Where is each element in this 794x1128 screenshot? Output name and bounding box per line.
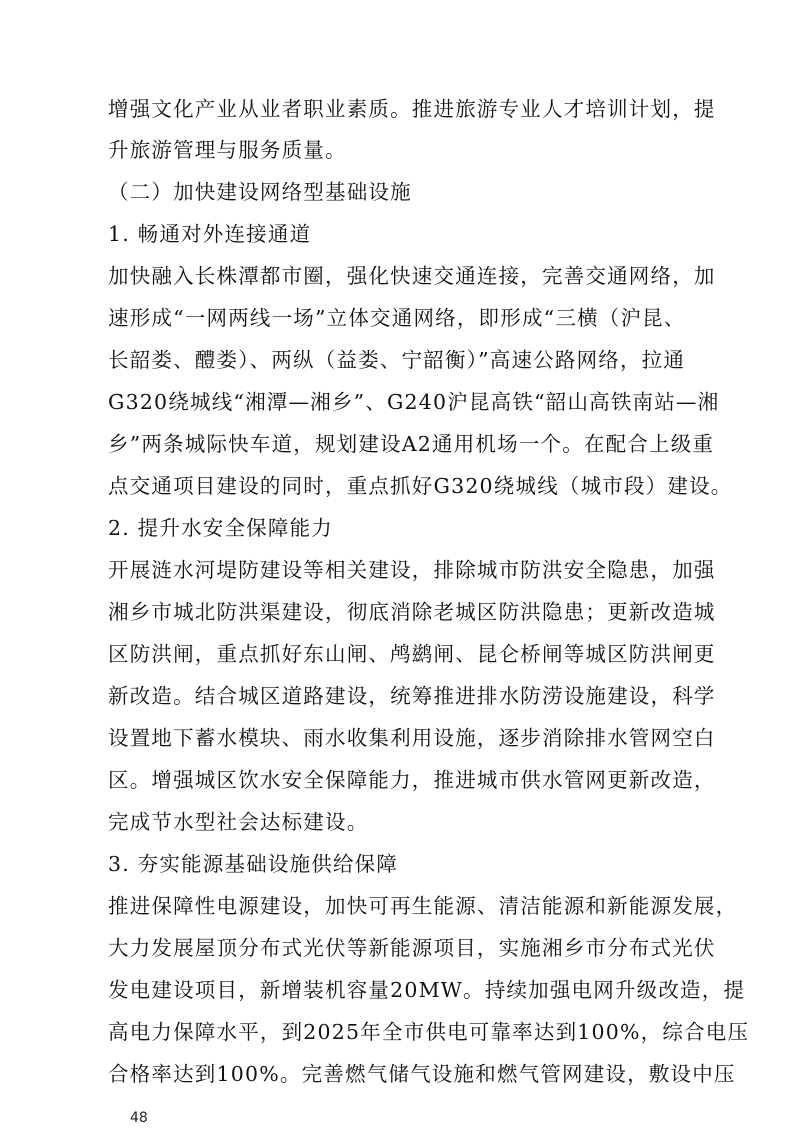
page-number: 48 <box>130 1110 148 1126</box>
text-line: 开展涟水河堤防建设等相关建设，排除城市防洪安全隐患，加强 <box>108 558 716 582</box>
text-line: 完成节水型社会达标建设。 <box>108 810 369 834</box>
text-line: 速形成“一网两线一场”立体交通网络，即形成“三横（沪昆、 <box>108 306 686 330</box>
text-line: G320绕城线“湘潭—湘乡”、G240沪昆高铁“韶山高铁南站—湘 <box>108 390 720 414</box>
text-line: 新改造。结合城区道路建设，统筹推进排水防涝设施建设，科学 <box>108 684 716 708</box>
text-line: 乡”两条城际快车道，规划建设A2通用机场一个。在配合上级重 <box>108 432 715 456</box>
subsection-heading: 1. 畅通对外连接通道 <box>108 222 312 246</box>
text-line: 推进保障性电源建设，加快可再生能源、清洁能源和新能源发展， <box>108 894 738 918</box>
text-line: 大力发展屋顶分布式光伏等新能源项目，实施湘乡市分布式光伏 <box>108 936 716 960</box>
text-line: 湘乡市城北防洪渠建设，彻底消除老城区防洪隐患；更新改造城 <box>108 600 716 624</box>
text-line: 设置地下蓄水模块、雨水收集利用设施，逐步消除排水管网空白 <box>108 726 716 750</box>
text-line: 发电建设项目，新增装机容量20MW。持续加强电网升级改造，提 <box>108 978 746 1002</box>
text-line: 区防洪闸，重点抓好东山闸、鸬鹚闸、昆仑桥闸等城区防洪闸更 <box>108 642 716 666</box>
section-heading: （二）加快建设网络型基础设施 <box>108 180 412 204</box>
subsection-heading: 3. 夯实能源基础设施供给保障 <box>108 852 399 876</box>
text-line: 升旅游管理与服务质量。 <box>108 138 347 162</box>
text-line: 区。增强城区饮水安全保障能力，推进城市供水管网更新改造， <box>108 768 716 792</box>
text-line: 合格率达到100%。完善燃气储气设施和燃气管网建设，敷设中压 <box>108 1062 736 1086</box>
subsection-heading: 2. 提升水安全保障能力 <box>108 516 333 540</box>
text-line: 点交通项目建设的同时，重点抓好G320绕城线（城市段）建设。 <box>108 474 733 498</box>
text-line: 长韶娄、醴娄）、两纵（益娄、宁韶衡）”高速公路网络，拉通 <box>108 348 686 372</box>
text-line: 增强文化产业从业者职业素质。推进旅游专业人才培训计划，提 <box>108 97 716 121</box>
text-line: 高电力保障水平，到2025年全市供电可靠率达到100%，综合电压 <box>108 1020 750 1044</box>
text-line: 加快融入长株潭都市圈，强化快速交通连接，完善交通网络，加 <box>108 264 716 288</box>
